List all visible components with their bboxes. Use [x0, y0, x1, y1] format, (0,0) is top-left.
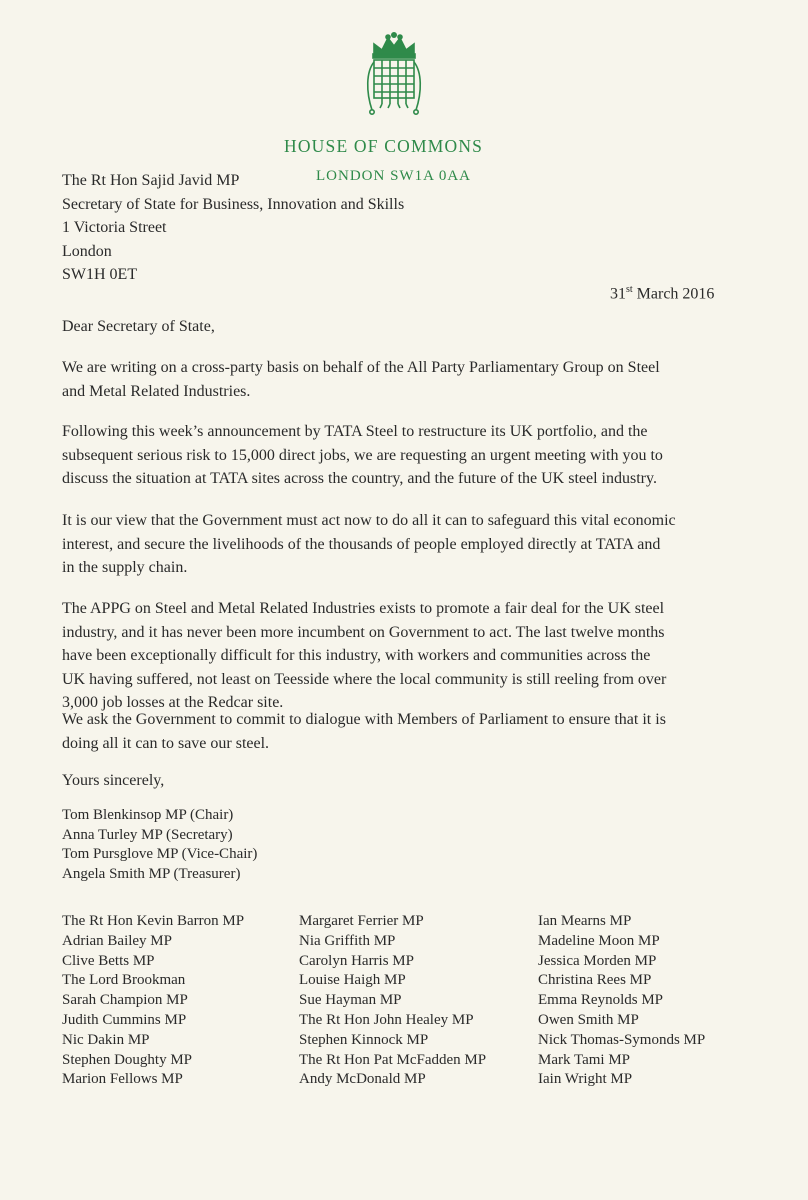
member-name: Clive Betts MP [62, 952, 155, 969]
letter-date [610, 284, 714, 303]
member-name: Adrian Bailey MP [62, 932, 172, 949]
paragraph-line: The APPG on Steel and Metal Related Industries exists to promote a fair deal for the UK steel [62, 600, 665, 617]
paragraph-1 [62, 356, 752, 403]
letterhead-location: LONDON SW1A 0AA [316, 168, 471, 184]
paragraph-line: interest, and secure the livelihoods of the thousands of people employed directly at TATA and [62, 535, 661, 553]
paragraph-line: have been exceptionally difficult for this industry, with workers and communities across the [62, 647, 651, 664]
paragraph-line: UK having suffered, not least on Teesside where the local community is still reeling from over [62, 670, 667, 688]
member-name: Margaret Ferrier MP [299, 913, 424, 929]
member-name: The Rt Hon Kevin Barron MP [62, 913, 245, 929]
recipient-line: Secretary of State for Business, Innovation and Skills [62, 195, 405, 213]
paragraph-line: We are writing on a cross-party basis on behalf of the All Party Parliamentary Group on Steel [62, 359, 660, 376]
recipient-line: The Rt Hon Sajid Javid MP [62, 172, 240, 189]
member-name: The Rt Hon Pat McFadden MP [299, 1051, 487, 1068]
paragraph-4 [62, 597, 752, 715]
member-name: Carolyn Harris MP [299, 952, 414, 969]
member-name: Sarah Champion MP [62, 992, 188, 1009]
member-name: The Rt Hon John Healey MP [299, 1011, 474, 1028]
officer-name: Angela Smith MP (Treasurer) [62, 865, 241, 882]
officer-name: Tom Blenkinsop MP (Chair) [62, 807, 234, 823]
officers-list [62, 806, 257, 884]
officer-name: Anna Turley MP (Secretary) [62, 826, 233, 843]
members-column-2 [299, 912, 486, 1090]
paragraph-2 [62, 420, 752, 491]
member-name: Nia Griffith MP [299, 932, 396, 949]
paragraph-line: doing all it can to save our steel. [62, 734, 270, 752]
members-column-3 [538, 912, 705, 1090]
letterhead-title: HOUSE OF COMMONS [284, 136, 484, 156]
paragraph-line: in the supply chain. [62, 559, 188, 576]
member-name: Christina Rees MP [538, 972, 652, 989]
closing: Yours sincerely, [62, 772, 165, 789]
member-name: Emma Reynolds MP [538, 992, 664, 1009]
paragraph-line: It is our view that the Government must act now to do all it can to safeguard this vital economic [62, 512, 676, 529]
paragraph-line: and Metal Related Industries. [62, 382, 251, 400]
salutation: Dear Secretary of State, [62, 318, 215, 335]
member-name: Sue Hayman MP [299, 992, 402, 1009]
paragraph-3 [62, 509, 752, 580]
member-name: Louise Haigh MP [299, 972, 406, 989]
member-name: Andy McDonald MP [299, 1071, 426, 1088]
recipient-line: London [62, 242, 112, 260]
date-suffix: st [626, 284, 633, 295]
member-name: Stephen Kinnock MP [299, 1031, 429, 1048]
member-name: Stephen Doughty MP [62, 1051, 193, 1068]
date-day: 31 [610, 285, 626, 303]
paragraph-line: 3,000 job losses at the Redcar site. [62, 694, 284, 711]
members-column-1 [62, 912, 244, 1090]
member-name: Jessica Morden MP [538, 952, 657, 969]
recipient-line: SW1H 0ET [62, 266, 138, 283]
member-name: Mark Tami MP [538, 1051, 631, 1068]
member-name: Nic Dakin MP [62, 1031, 150, 1048]
officer-name: Tom Pursglove MP (Vice-Chair) [62, 846, 258, 862]
member-name: Judith Cummins MP [62, 1011, 187, 1028]
member-name: The Lord Brookman [62, 972, 186, 989]
member-name: Iain Wright MP [538, 1071, 633, 1088]
member-name: Madeline Moon MP [538, 932, 660, 949]
member-name: Ian Mearns MP [538, 913, 632, 929]
member-name: Marion Fellows MP [62, 1071, 183, 1088]
date-rest: March 2016 [632, 285, 715, 303]
recipient-address [62, 169, 404, 287]
paragraph-line: discuss the situation at TATA sites across the country, and the future of the UK steel industry. [62, 470, 657, 487]
paragraph-line: industry, and it has never been more incumbent on Government to act. The last twelve months [62, 623, 665, 641]
recipient-line: 1 Victoria Street [62, 219, 167, 236]
portcullis-crest-icon [364, 32, 424, 118]
member-name: Nick Thomas-Symonds MP [538, 1031, 706, 1048]
paragraph-5 [62, 708, 752, 755]
member-name: Owen Smith MP [538, 1011, 639, 1028]
paragraph-line: We ask the Government to commit to dialogue with Members of Parliament to ensure that it is [62, 711, 666, 728]
paragraph-line: subsequent serious risk to 15,000 direct jobs, we are requesting an urgent meeting with you to [62, 446, 663, 464]
paragraph-line: Following this week’s announcement by TATA Steel to restructure its UK portfolio, and the [62, 423, 648, 440]
